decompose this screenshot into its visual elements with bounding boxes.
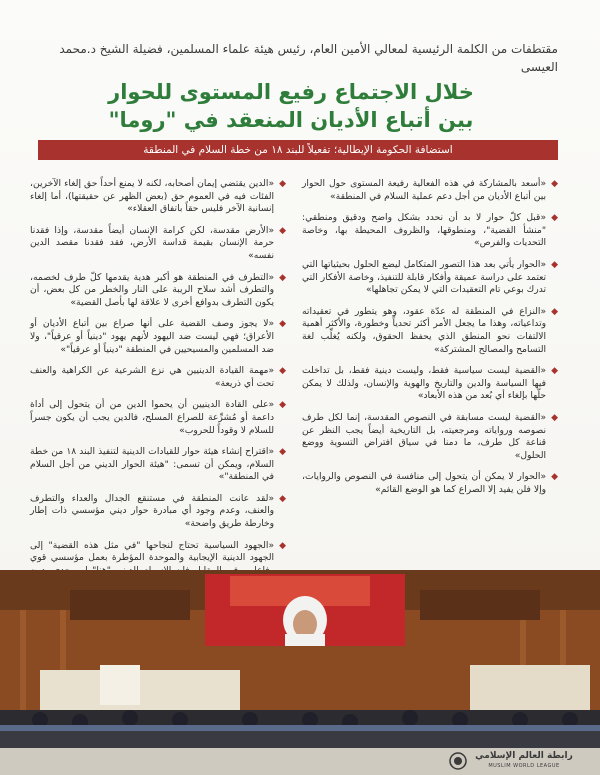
diamond-bullet-icon: ◆: [551, 179, 558, 189]
quote-text: «الجهود السياسية تحتاج لنجاحها "في مثل هذه القضية" إلى الجهود الدينية الإيجابية والموحدة المؤطرة بعمل مؤسسي قوي: [30, 539, 275, 564]
conference-photo-illustration: [0, 570, 600, 750]
diamond-bullet-icon: ◆: [551, 412, 558, 423]
mwl-emblem-icon: [448, 751, 468, 775]
conference-photo: [0, 570, 600, 750]
quote-text: «مهمة القيادة الدينيين هي نزع الشرعية عن الكراهية والعنف تحت أي ذريعة»: [30, 365, 275, 389]
headline: [24, 78, 558, 134]
speaker-face: [293, 610, 317, 638]
diamond-bullet-icon: ◆: [551, 472, 558, 483]
quote-paragraph: [30, 318, 286, 356]
quote-text: «على القادة الدينيين أن يحموا الدين من أن يتحول إلى أداة داعمة أو مُشرِّعة للصراع المسلح، فالدين يجب أن يكون جسراً للسلام لا وقوداً للحروب»: [30, 399, 275, 436]
footer-bar: [0, 748, 600, 775]
intro-text: مقتطفات من الكلمة الرئيسية لمعالي الأمين العام، رئيس هيئة علماء المسلمين، فضيلة الشيخ د.محمد العيسى: [59, 42, 558, 74]
diamond-bullet-icon: ◆: [551, 366, 558, 377]
quote-text: «لا يجوز وصف القضية على أنها صراع بين أتباع الأديان أو الأعراق؛ فهي ليست ضد اليهود لأنهم يهود "دينياً أو عرقياً"، ولا ضد المسلمين والمسيحيين في المنطقة "دينياً أو عرقياً"»: [30, 318, 275, 355]
diamond-bullet-icon: ◆: [279, 400, 286, 411]
quote-text: «النزاع في المنطقة له عدّة عقود، وهو يتطور في تعقيداته وتداعياته، وهذا ما يجعل الأمر أكثر تحدياً وخطورة، والأكثر أهمية الالتفات نحو المنطق الذي يحفظ الحقوق، ولكنه يُغلِّب لغة التسامح والمصالح المشتركة»: [302, 305, 547, 355]
quote-text: «الحوار يأتي بعد هذا التصور المتكامل ليضع الحلول بحيثياتها التي تعتمد على دراسة عميقة وأفكار قابلة للتنفيذ، وخاصة الأفكار التي تدرك بوعي تام التعقيدات التي لا يمكن تجاهلها»: [302, 258, 547, 296]
quote-paragraph: [30, 446, 286, 484]
quote-paragraph: [302, 178, 558, 203]
quote-text: «الدين يقتضي إيمان أصحابه، لكنه لا يمنع أحداً حق إلغاء الآخرين، الفئات فيه في العموم حق (بعض الظهر عن حقيقتها)، أما إلغاء إنسانية الآخر فليس حقاً باتفاق العقلاء»: [30, 178, 275, 215]
quote-paragraph: [302, 259, 558, 297]
quote-paragraph: [302, 365, 558, 403]
quotes-column-right: [302, 178, 558, 568]
quote-paragraph: [302, 212, 558, 250]
quote-text: «الأرض مقدسة، لكن كرامة الإنسان أيضاً مقدسة، وإذا فقدنا حرمة الإنسان بقيمة قداسة الأرض، فقد فقدنا مقصد الدين نفسه»: [30, 224, 275, 261]
diamond-bullet-icon: ◆: [279, 493, 286, 504]
diamond-bullet-icon: ◆: [551, 213, 558, 224]
headline-line-2: بين أتباع الأديان المنعقد في "روما": [108, 108, 474, 132]
quote-paragraph: [302, 412, 558, 462]
diamond-bullet-icon: ◆: [279, 319, 286, 330]
quote-paragraph: [302, 471, 558, 496]
diamond-bullet-icon: ◆: [279, 447, 286, 458]
quote-text: «القضية ليست سياسية فقط، وليست دينية فقط، بل تداخلت فيها السياسة والدين والتاريخ والهوية والإنسان، ولذلك لا يمكن حلّها بإلغاء أي بُعد من هذه الأبعاد»: [302, 365, 547, 402]
diamond-bullet-icon: ◆: [279, 540, 286, 551]
quote-paragraph: [30, 178, 286, 216]
subtitle-banner: استضافة الحكومة الإيطالية؛ تفعيلاً للبند ١٨ من خطة السلام في المنطقة: [38, 140, 558, 160]
quote-text: «الحوار لا يمكن أن يتحول إلى منافسة في النصوص والروايات، وإلا فلن يفيد إلا الصراع كما هو الوضع القائم»: [302, 471, 547, 495]
quote-text: «القضية ليست مسابقة في النصوص المقدسة، إنما لكل طرف نصوصه ورواياته ومرجعيته، بل التاريخية أيضاً يجب النظر عن قناعة كل طرف، ما دمنا في سياق افتراض التسوية ووضع الحلول»: [302, 411, 547, 461]
quotes-columns: [30, 178, 558, 568]
mwl-logo-text: [474, 751, 574, 770]
logo-arabic: رابطة العالم الإسلامي: [475, 751, 573, 761]
logo-english: MUSLIM WORLD LEAGUE: [488, 763, 560, 769]
quote-paragraph: [302, 306, 558, 356]
diamond-bullet-icon: ◆: [551, 259, 558, 270]
quote-text: «أسعد بالمشاركة في هذه الفعالية رفيعة المستوى حول الحوار بين أتباع الأديان من أجل دعم عملية السلام في المنطقة»: [302, 178, 547, 202]
quote-paragraph: [30, 225, 286, 263]
quote-text: «التطرف في المنطقة هو أكبر هدية يقدمها كلّ طرف لخصمه، والتطرف أشد سلاح الريبة على النار والخطر من كل بعض، أن يكون التطرف بدوافع أخرى لا علاقة لها بأصل القضية»: [30, 271, 275, 308]
quote-text: «قبل كلّ حوار لا بد أن نحدد بشكل واضح ودقيق ومنطقي: "منشأ القضية"، ومنطوقها، والظروف المحيطة بها، وخاصة التحديات والفرص»: [302, 212, 547, 249]
quote-paragraph: [30, 399, 286, 437]
diamond-bullet-icon: ◆: [279, 179, 286, 189]
quote-paragraph: [30, 272, 286, 310]
diamond-bullet-icon: ◆: [279, 366, 286, 377]
quote-paragraph: [30, 493, 286, 531]
diamond-bullet-icon: ◆: [551, 306, 558, 317]
quote-text: «اقتراح إنشاء هيئة حوار للقيادات الدينية لتنفيذ البند ١٨ من خطة السلام، ويمكن أن تسمى: "هيئة الحوار الديني من أجل السلام في المنطقة"»: [30, 446, 275, 483]
quote-paragraph: [30, 365, 286, 390]
quote-text: «لقد عانت المنطقة في مستنقع الجدال والعداء والتطرف والعنف، وعدم وجود أي مبادرة حوار ديني مؤسسي ذات إطار وخارطة طريق واضحة»: [30, 492, 275, 530]
quotes-column-left: [30, 178, 286, 568]
diamond-bullet-icon: ◆: [279, 225, 286, 236]
headline-line-1: خلال الاجتماع رفيع المستوى للحوار: [108, 80, 474, 104]
diamond-bullet-icon: ◆: [279, 272, 286, 283]
